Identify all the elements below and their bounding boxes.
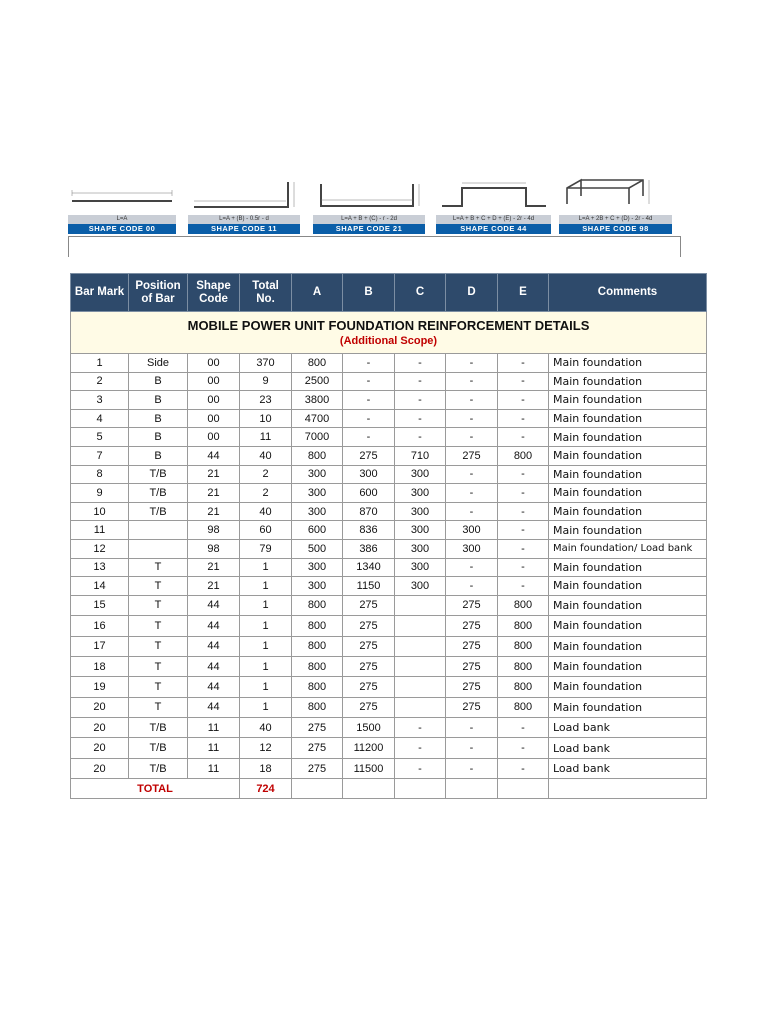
position-cell: T/B bbox=[129, 718, 188, 738]
bar-mark-cell: 15 bbox=[71, 595, 129, 615]
shape-code-label: SHAPE CODE 00 bbox=[68, 224, 176, 234]
total-no-cell: 60 bbox=[240, 521, 292, 540]
shape-code-cell: 98 bbox=[188, 539, 240, 558]
dim-c-cell bbox=[395, 616, 446, 636]
bar-mark-cell: 5 bbox=[71, 428, 129, 447]
position-cell: T bbox=[129, 616, 188, 636]
dim-c-cell: - bbox=[395, 409, 446, 428]
comment-cell: Load bank bbox=[549, 758, 707, 778]
shape-code-cell: 00 bbox=[188, 428, 240, 447]
dim-e-cell: - bbox=[498, 539, 549, 558]
position-cell: T/B bbox=[129, 758, 188, 778]
table-row bbox=[71, 465, 707, 484]
shape-code-cell: 98 bbox=[188, 521, 240, 540]
dim-d-cell: - bbox=[446, 409, 498, 428]
shape-code-cell: 21 bbox=[188, 577, 240, 596]
shape-code-cell: 44 bbox=[188, 616, 240, 636]
dim-e-cell: 800 bbox=[498, 616, 549, 636]
dim-e-cell: 800 bbox=[498, 446, 549, 465]
bar-mark-cell: 4 bbox=[71, 409, 129, 428]
dim-d-cell: - bbox=[446, 758, 498, 778]
dim-e-cell: - bbox=[498, 521, 549, 540]
shape-code-label: SHAPE CODE 21 bbox=[313, 224, 425, 234]
shape-formula: L=A + (B) - 0.5r - d bbox=[188, 215, 300, 224]
shape-code-cell: 44 bbox=[188, 677, 240, 697]
total-label: TOTAL bbox=[71, 779, 240, 799]
dim-a-cell: 800 bbox=[292, 595, 343, 615]
dim-c-cell: 300 bbox=[395, 539, 446, 558]
bar-mark-cell: 19 bbox=[71, 677, 129, 697]
dim-b-cell: 275 bbox=[343, 677, 395, 697]
empty-cell bbox=[549, 779, 707, 799]
header-row bbox=[71, 274, 707, 312]
dim-d-cell: - bbox=[446, 354, 498, 373]
bar-mark-cell: 13 bbox=[71, 558, 129, 577]
bar-mark-cell: 14 bbox=[71, 577, 129, 596]
shape-formula: L=A + 2B + C + (D) - 2r - 4d bbox=[559, 215, 672, 224]
position-cell: T/B bbox=[129, 465, 188, 484]
dim-a-cell: 600 bbox=[292, 521, 343, 540]
dim-a-cell: 300 bbox=[292, 484, 343, 503]
total-no-cell: 18 bbox=[240, 758, 292, 778]
bar-mark-cell: 11 bbox=[71, 521, 129, 540]
comment-cell: Main foundation bbox=[549, 409, 707, 428]
shape-00-drawing bbox=[68, 176, 176, 214]
shape-code-cell: 44 bbox=[188, 446, 240, 465]
dim-d-cell: 275 bbox=[446, 656, 498, 676]
total-no-cell: 12 bbox=[240, 738, 292, 758]
position-cell: T bbox=[129, 677, 188, 697]
dim-e-cell: 800 bbox=[498, 595, 549, 615]
table-row bbox=[71, 372, 707, 391]
dim-e-cell: - bbox=[498, 738, 549, 758]
dim-e-cell: - bbox=[498, 502, 549, 521]
total-no-cell: 10 bbox=[240, 409, 292, 428]
shape-11-drawing bbox=[188, 176, 300, 214]
shape-formula: L=A + B + (C) - r - 2d bbox=[313, 215, 425, 224]
position-cell: T bbox=[129, 558, 188, 577]
dim-c-cell: 300 bbox=[395, 558, 446, 577]
position-cell: B bbox=[129, 372, 188, 391]
col-header-comments: Comments bbox=[549, 274, 707, 312]
table-row bbox=[71, 577, 707, 596]
dim-e-cell: 800 bbox=[498, 636, 549, 656]
dim-c-cell: 300 bbox=[395, 502, 446, 521]
bar-mark-cell: 10 bbox=[71, 502, 129, 521]
table-row bbox=[71, 677, 707, 697]
shape-98-drawing bbox=[559, 176, 672, 214]
comment-cell: Main foundation bbox=[549, 521, 707, 540]
position-cell: B bbox=[129, 428, 188, 447]
section-banner bbox=[71, 312, 707, 354]
dim-c-cell: - bbox=[395, 391, 446, 410]
dim-e-cell: - bbox=[498, 409, 549, 428]
dim-a-cell: 300 bbox=[292, 558, 343, 577]
comment-cell: Main foundation bbox=[549, 354, 707, 373]
dim-b-cell: 1340 bbox=[343, 558, 395, 577]
dim-c-cell: - bbox=[395, 758, 446, 778]
bar-mark-cell: 2 bbox=[71, 372, 129, 391]
dim-d-cell: - bbox=[446, 372, 498, 391]
dim-e-cell: - bbox=[498, 465, 549, 484]
comment-cell: Main foundation bbox=[549, 558, 707, 577]
comment-cell: Main foundation bbox=[549, 595, 707, 615]
bar-bending-schedule-table bbox=[70, 273, 707, 799]
total-no-cell: 23 bbox=[240, 391, 292, 410]
position-cell: T bbox=[129, 595, 188, 615]
dim-d-cell: - bbox=[446, 391, 498, 410]
dim-d-cell: - bbox=[446, 558, 498, 577]
col-header-bar-mark: Bar Mark bbox=[71, 274, 129, 312]
dim-e-cell: - bbox=[498, 372, 549, 391]
dim-e-cell: - bbox=[498, 758, 549, 778]
shape-code-cell: 11 bbox=[188, 758, 240, 778]
dim-a-cell: 800 bbox=[292, 354, 343, 373]
comment-cell: Main foundation bbox=[549, 465, 707, 484]
table-row bbox=[71, 738, 707, 758]
dim-b-cell: 836 bbox=[343, 521, 395, 540]
total-no-cell: 9 bbox=[240, 372, 292, 391]
bar-mark-cell: 20 bbox=[71, 738, 129, 758]
table-row bbox=[71, 428, 707, 447]
dim-a-cell: 300 bbox=[292, 577, 343, 596]
shape-code-cell: 21 bbox=[188, 484, 240, 503]
table-row bbox=[71, 636, 707, 656]
total-no-cell: 1 bbox=[240, 677, 292, 697]
bar-mark-cell: 20 bbox=[71, 718, 129, 738]
col-header-position: Position of Bar bbox=[129, 274, 188, 312]
bar-mark-cell: 1 bbox=[71, 354, 129, 373]
dim-c-cell: 300 bbox=[395, 465, 446, 484]
table-row bbox=[71, 484, 707, 503]
dim-c-cell bbox=[395, 656, 446, 676]
col-header-c: C bbox=[395, 274, 446, 312]
dim-a-cell: 800 bbox=[292, 616, 343, 636]
table-row bbox=[71, 354, 707, 373]
comment-cell: Main foundation bbox=[549, 697, 707, 717]
dim-c-cell bbox=[395, 677, 446, 697]
table-row bbox=[71, 616, 707, 636]
shape-code-cell: 44 bbox=[188, 595, 240, 615]
col-header-a: A bbox=[292, 274, 343, 312]
table-row bbox=[71, 718, 707, 738]
dim-b-cell: 300 bbox=[343, 465, 395, 484]
total-no-cell: 79 bbox=[240, 539, 292, 558]
position-cell: T bbox=[129, 656, 188, 676]
table-row bbox=[71, 656, 707, 676]
empty-cell bbox=[343, 779, 395, 799]
comment-cell: Main foundation bbox=[549, 656, 707, 676]
total-row bbox=[71, 779, 707, 799]
comment-cell: Main foundation bbox=[549, 616, 707, 636]
dim-b-cell: 11500 bbox=[343, 758, 395, 778]
col-header-d: D bbox=[446, 274, 498, 312]
table-row bbox=[71, 595, 707, 615]
dim-d-cell: 275 bbox=[446, 636, 498, 656]
comment-cell: Main foundation/ Load bank bbox=[549, 539, 707, 558]
dim-a-cell: 500 bbox=[292, 539, 343, 558]
dim-b-cell: 1150 bbox=[343, 577, 395, 596]
legend-frame bbox=[68, 236, 681, 257]
dim-b-cell: 275 bbox=[343, 595, 395, 615]
shape-44-drawing bbox=[436, 176, 551, 214]
position-cell: B bbox=[129, 391, 188, 410]
dim-c-cell bbox=[395, 697, 446, 717]
dim-a-cell: 3800 bbox=[292, 391, 343, 410]
total-no-cell: 40 bbox=[240, 718, 292, 738]
shape-code-cell: 11 bbox=[188, 738, 240, 758]
dim-b-cell: 600 bbox=[343, 484, 395, 503]
total-no-cell: 1 bbox=[240, 577, 292, 596]
dim-e-cell: - bbox=[498, 558, 549, 577]
shape-code-legend bbox=[68, 176, 680, 236]
shape-code-label: SHAPE CODE 98 bbox=[559, 224, 672, 234]
dim-a-cell: 800 bbox=[292, 677, 343, 697]
dim-a-cell: 275 bbox=[292, 758, 343, 778]
empty-cell bbox=[498, 779, 549, 799]
bar-mark-cell: 9 bbox=[71, 484, 129, 503]
table-row bbox=[71, 502, 707, 521]
dim-c-cell: 710 bbox=[395, 446, 446, 465]
position-cell: T/B bbox=[129, 502, 188, 521]
dim-d-cell: - bbox=[446, 465, 498, 484]
dim-c-cell bbox=[395, 595, 446, 615]
empty-cell bbox=[292, 779, 343, 799]
total-no-cell: 40 bbox=[240, 446, 292, 465]
bar-mark-cell: 20 bbox=[71, 697, 129, 717]
dim-a-cell: 275 bbox=[292, 718, 343, 738]
dim-d-cell: 275 bbox=[446, 697, 498, 717]
position-cell bbox=[129, 521, 188, 540]
dim-a-cell: 800 bbox=[292, 446, 343, 465]
position-cell: B bbox=[129, 446, 188, 465]
dim-a-cell: 275 bbox=[292, 738, 343, 758]
bar-mark-cell: 17 bbox=[71, 636, 129, 656]
dim-c-cell: - bbox=[395, 372, 446, 391]
dim-e-cell: - bbox=[498, 577, 549, 596]
section-subtitle: (Additional Scope) bbox=[339, 335, 438, 347]
dim-b-cell: - bbox=[343, 409, 395, 428]
total-no-cell: 40 bbox=[240, 502, 292, 521]
dim-c-cell: 300 bbox=[395, 577, 446, 596]
position-cell: Side bbox=[129, 354, 188, 373]
dim-e-cell: 800 bbox=[498, 656, 549, 676]
comment-cell: Main foundation bbox=[549, 428, 707, 447]
dim-d-cell: - bbox=[446, 428, 498, 447]
table-row bbox=[71, 391, 707, 410]
dim-a-cell: 800 bbox=[292, 656, 343, 676]
total-no-cell: 370 bbox=[240, 354, 292, 373]
shape-21-drawing bbox=[313, 176, 425, 214]
comment-cell: Main foundation bbox=[549, 484, 707, 503]
shape-code-cell: 00 bbox=[188, 372, 240, 391]
shape-code-label: SHAPE CODE 44 bbox=[436, 224, 551, 234]
shape-code-cell: 44 bbox=[188, 636, 240, 656]
total-no-cell: 2 bbox=[240, 484, 292, 503]
total-no-cell: 1 bbox=[240, 656, 292, 676]
bar-mark-cell: 16 bbox=[71, 616, 129, 636]
position-cell: T/B bbox=[129, 738, 188, 758]
dim-b-cell: 275 bbox=[343, 446, 395, 465]
position-cell: T bbox=[129, 697, 188, 717]
dim-b-cell: 11200 bbox=[343, 738, 395, 758]
dim-e-cell: 800 bbox=[498, 677, 549, 697]
col-header-b: B bbox=[343, 274, 395, 312]
shape-code-00 bbox=[68, 176, 176, 234]
shape-code-cell: 21 bbox=[188, 502, 240, 521]
bar-mark-cell: 18 bbox=[71, 656, 129, 676]
dim-d-cell: 300 bbox=[446, 539, 498, 558]
col-header-shape-code: Shape Code bbox=[188, 274, 240, 312]
shape-code-11 bbox=[188, 176, 300, 234]
dim-d-cell: - bbox=[446, 738, 498, 758]
table-row bbox=[71, 409, 707, 428]
shape-formula: L=A + B + C + D + (E) - 2r - 4d bbox=[436, 215, 551, 224]
table-row bbox=[71, 758, 707, 778]
dim-c-cell: - bbox=[395, 354, 446, 373]
position-cell: T bbox=[129, 577, 188, 596]
total-no-cell: 1 bbox=[240, 636, 292, 656]
dim-e-cell: - bbox=[498, 391, 549, 410]
dim-d-cell: - bbox=[446, 484, 498, 503]
comment-cell: Main foundation bbox=[549, 636, 707, 656]
comment-cell: Main foundation bbox=[549, 446, 707, 465]
empty-cell bbox=[446, 779, 498, 799]
bar-mark-cell: 12 bbox=[71, 539, 129, 558]
dim-b-cell: - bbox=[343, 354, 395, 373]
dim-e-cell: - bbox=[498, 428, 549, 447]
shape-code-label: SHAPE CODE 11 bbox=[188, 224, 300, 234]
comment-cell: Main foundation bbox=[549, 677, 707, 697]
dim-d-cell: 300 bbox=[446, 521, 498, 540]
dim-d-cell: 275 bbox=[446, 616, 498, 636]
position-cell: B bbox=[129, 409, 188, 428]
dim-e-cell: 800 bbox=[498, 697, 549, 717]
dim-a-cell: 2500 bbox=[292, 372, 343, 391]
shape-code-cell: 00 bbox=[188, 354, 240, 373]
shape-code-98 bbox=[559, 176, 672, 234]
dim-a-cell: 300 bbox=[292, 502, 343, 521]
dim-d-cell: 275 bbox=[446, 446, 498, 465]
shape-code-21 bbox=[313, 176, 425, 234]
section-title: MOBILE POWER UNIT FOUNDATION REINFORCEMENT DETAILS bbox=[187, 318, 590, 333]
position-cell: T/B bbox=[129, 484, 188, 503]
dim-b-cell: 870 bbox=[343, 502, 395, 521]
shape-code-cell: 44 bbox=[188, 656, 240, 676]
col-header-total-no: Total No. bbox=[240, 274, 292, 312]
dim-c-cell: 300 bbox=[395, 484, 446, 503]
bar-mark-cell: 7 bbox=[71, 446, 129, 465]
dim-e-cell: - bbox=[498, 718, 549, 738]
dim-a-cell: 800 bbox=[292, 697, 343, 717]
table-row bbox=[71, 539, 707, 558]
dim-b-cell: 1500 bbox=[343, 718, 395, 738]
shape-code-cell: 11 bbox=[188, 718, 240, 738]
shape-formula: L=A bbox=[68, 215, 176, 224]
total-no-cell: 11 bbox=[240, 428, 292, 447]
shape-code-cell: 21 bbox=[188, 465, 240, 484]
total-no-cell: 1 bbox=[240, 595, 292, 615]
dim-e-cell: - bbox=[498, 354, 549, 373]
dim-b-cell: 275 bbox=[343, 697, 395, 717]
dim-a-cell: 7000 bbox=[292, 428, 343, 447]
dim-d-cell: - bbox=[446, 577, 498, 596]
comment-cell: Main foundation bbox=[549, 502, 707, 521]
dim-b-cell: - bbox=[343, 428, 395, 447]
position-cell bbox=[129, 539, 188, 558]
total-value: 724 bbox=[240, 779, 292, 799]
section-banner-cell bbox=[71, 312, 707, 354]
dim-b-cell: - bbox=[343, 372, 395, 391]
dim-c-cell: - bbox=[395, 428, 446, 447]
dim-b-cell: 275 bbox=[343, 656, 395, 676]
comment-cell: Main foundation bbox=[549, 372, 707, 391]
dim-d-cell: 275 bbox=[446, 677, 498, 697]
table-row bbox=[71, 697, 707, 717]
dim-e-cell: - bbox=[498, 484, 549, 503]
dim-a-cell: 800 bbox=[292, 636, 343, 656]
dim-a-cell: 300 bbox=[292, 465, 343, 484]
dim-d-cell: - bbox=[446, 502, 498, 521]
col-header-e: E bbox=[498, 274, 549, 312]
shape-code-cell: 00 bbox=[188, 409, 240, 428]
table-row bbox=[71, 521, 707, 540]
position-cell: T bbox=[129, 636, 188, 656]
dim-b-cell: 386 bbox=[343, 539, 395, 558]
comment-cell: Main foundation bbox=[549, 577, 707, 596]
total-no-cell: 1 bbox=[240, 697, 292, 717]
empty-cell bbox=[395, 779, 446, 799]
dim-b-cell: 275 bbox=[343, 616, 395, 636]
comment-cell: Load bank bbox=[549, 738, 707, 758]
comment-cell: Main foundation bbox=[549, 391, 707, 410]
bar-mark-cell: 20 bbox=[71, 758, 129, 778]
table-row bbox=[71, 558, 707, 577]
dim-a-cell: 4700 bbox=[292, 409, 343, 428]
shape-code-44 bbox=[436, 176, 551, 234]
dim-d-cell: - bbox=[446, 718, 498, 738]
shape-code-cell: 44 bbox=[188, 697, 240, 717]
total-no-cell: 1 bbox=[240, 616, 292, 636]
total-no-cell: 2 bbox=[240, 465, 292, 484]
dim-d-cell: 275 bbox=[446, 595, 498, 615]
bar-mark-cell: 3 bbox=[71, 391, 129, 410]
comment-cell: Load bank bbox=[549, 718, 707, 738]
dim-c-cell bbox=[395, 636, 446, 656]
bar-mark-cell: 8 bbox=[71, 465, 129, 484]
dim-c-cell: - bbox=[395, 738, 446, 758]
total-no-cell: 1 bbox=[240, 558, 292, 577]
dim-b-cell: 275 bbox=[343, 636, 395, 656]
dim-c-cell: 300 bbox=[395, 521, 446, 540]
shape-code-cell: 00 bbox=[188, 391, 240, 410]
table-row bbox=[71, 446, 707, 465]
dim-c-cell: - bbox=[395, 718, 446, 738]
shape-code-cell: 21 bbox=[188, 558, 240, 577]
dim-b-cell: - bbox=[343, 391, 395, 410]
